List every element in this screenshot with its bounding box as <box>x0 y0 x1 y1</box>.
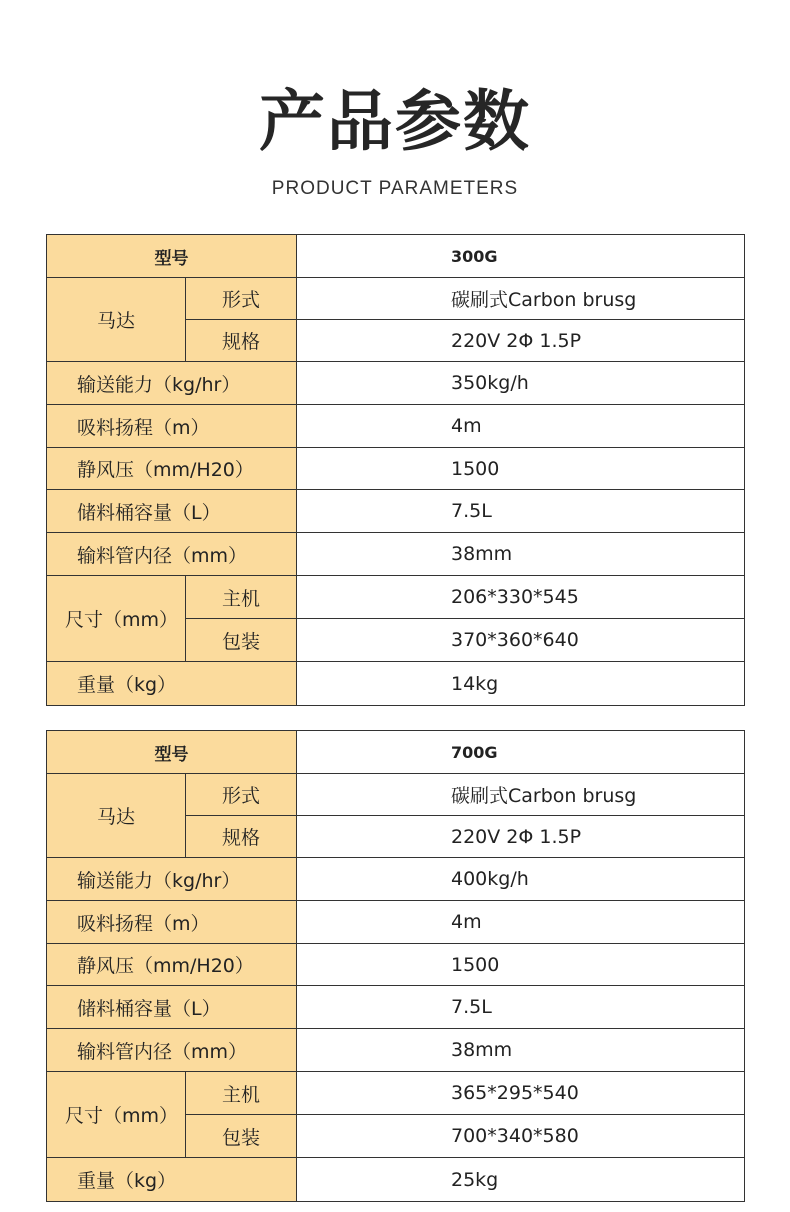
table-row-pressure <box>47 944 745 986</box>
spec-table-300g <box>46 234 745 706</box>
capacity-label: 输送能力（kg/hr） <box>47 858 297 901</box>
capacity-value: 400kg/h <box>297 858 745 901</box>
motor-type-value: 碳刷式Carbon brusg <box>297 774 745 816</box>
table-row-size-main <box>47 576 745 619</box>
motor-type-label: 形式 <box>186 774 297 816</box>
size-pack-label: 包装 <box>186 1115 297 1158</box>
table-row-bucket <box>47 490 745 533</box>
pipe-value: 38mm <box>297 1029 745 1072</box>
lift-value: 4m <box>297 901 745 944</box>
size-pack-value: 700*340*580 <box>297 1115 745 1158</box>
capacity-value: 350kg/h <box>297 362 745 405</box>
bucket-value: 7.5L <box>297 490 745 533</box>
motor-type-label: 形式 <box>186 278 297 320</box>
size-main-label: 主机 <box>186 1072 297 1115</box>
pipe-label: 输料管内径（mm） <box>47 533 297 576</box>
weight-label: 重量（kg） <box>47 1158 297 1202</box>
table-row-lift <box>47 405 745 448</box>
page-title: 产品参数 <box>259 83 531 160</box>
spec-table-700g <box>46 730 745 1202</box>
table-row-model <box>47 235 745 278</box>
table-row-pipe <box>47 533 745 576</box>
table-row-model <box>47 731 745 774</box>
size-main-label: 主机 <box>186 576 297 619</box>
lift-value: 4m <box>297 405 745 448</box>
table-row-motor-type <box>47 774 745 816</box>
size-label: 尺寸（mm） <box>47 1072 186 1158</box>
size-pack-value: 370*360*640 <box>297 619 745 662</box>
weight-value: 25kg <box>297 1158 745 1202</box>
motor-spec-value: 220V 2Φ 1.5P <box>297 320 745 362</box>
size-pack-label: 包装 <box>186 619 297 662</box>
table-row-capacity <box>47 858 745 901</box>
pressure-value: 1500 <box>297 944 745 986</box>
table-row-bucket <box>47 986 745 1029</box>
model-label: 型号 <box>47 731 297 774</box>
motor-spec-value: 220V 2Φ 1.5P <box>297 816 745 858</box>
motor-spec-label: 规格 <box>186 816 297 858</box>
table-row-motor-type <box>47 278 745 320</box>
model-label: 型号 <box>47 235 297 278</box>
table-row-weight <box>47 1158 745 1202</box>
lift-label: 吸料扬程（m） <box>47 405 297 448</box>
motor-spec-label: 规格 <box>186 320 297 362</box>
motor-label: 马达 <box>47 278 186 362</box>
bucket-label: 储料桶容量（L） <box>47 986 297 1029</box>
lift-label: 吸料扬程（m） <box>47 901 297 944</box>
bucket-value: 7.5L <box>297 986 745 1029</box>
pressure-label: 静风压（mm/H20） <box>47 944 297 986</box>
model-value: 300G <box>297 235 745 278</box>
weight-label: 重量（kg） <box>47 662 297 706</box>
table-row-pipe <box>47 1029 745 1072</box>
size-label: 尺寸（mm） <box>47 576 186 662</box>
model-value: 700G <box>297 731 745 774</box>
pressure-label: 静风压（mm/H20） <box>47 448 297 490</box>
table-row-pressure <box>47 448 745 490</box>
size-main-value: 206*330*545 <box>297 576 745 619</box>
motor-type-value: 碳刷式Carbon brusg <box>297 278 745 320</box>
page-subtitle: PRODUCT PARAMETERS <box>271 178 519 199</box>
bucket-label: 储料桶容量（L） <box>47 490 297 533</box>
table-row-size-main <box>47 1072 745 1115</box>
size-main-value: 365*295*540 <box>297 1072 745 1115</box>
table-row-capacity <box>47 362 745 405</box>
table-row-lift <box>47 901 745 944</box>
capacity-label: 输送能力（kg/hr） <box>47 362 297 405</box>
table-row-weight <box>47 662 745 706</box>
motor-label: 马达 <box>47 774 186 858</box>
pipe-label: 输料管内径（mm） <box>47 1029 297 1072</box>
weight-value: 14kg <box>297 662 745 706</box>
pressure-value: 1500 <box>297 448 745 490</box>
pipe-value: 38mm <box>297 533 745 576</box>
